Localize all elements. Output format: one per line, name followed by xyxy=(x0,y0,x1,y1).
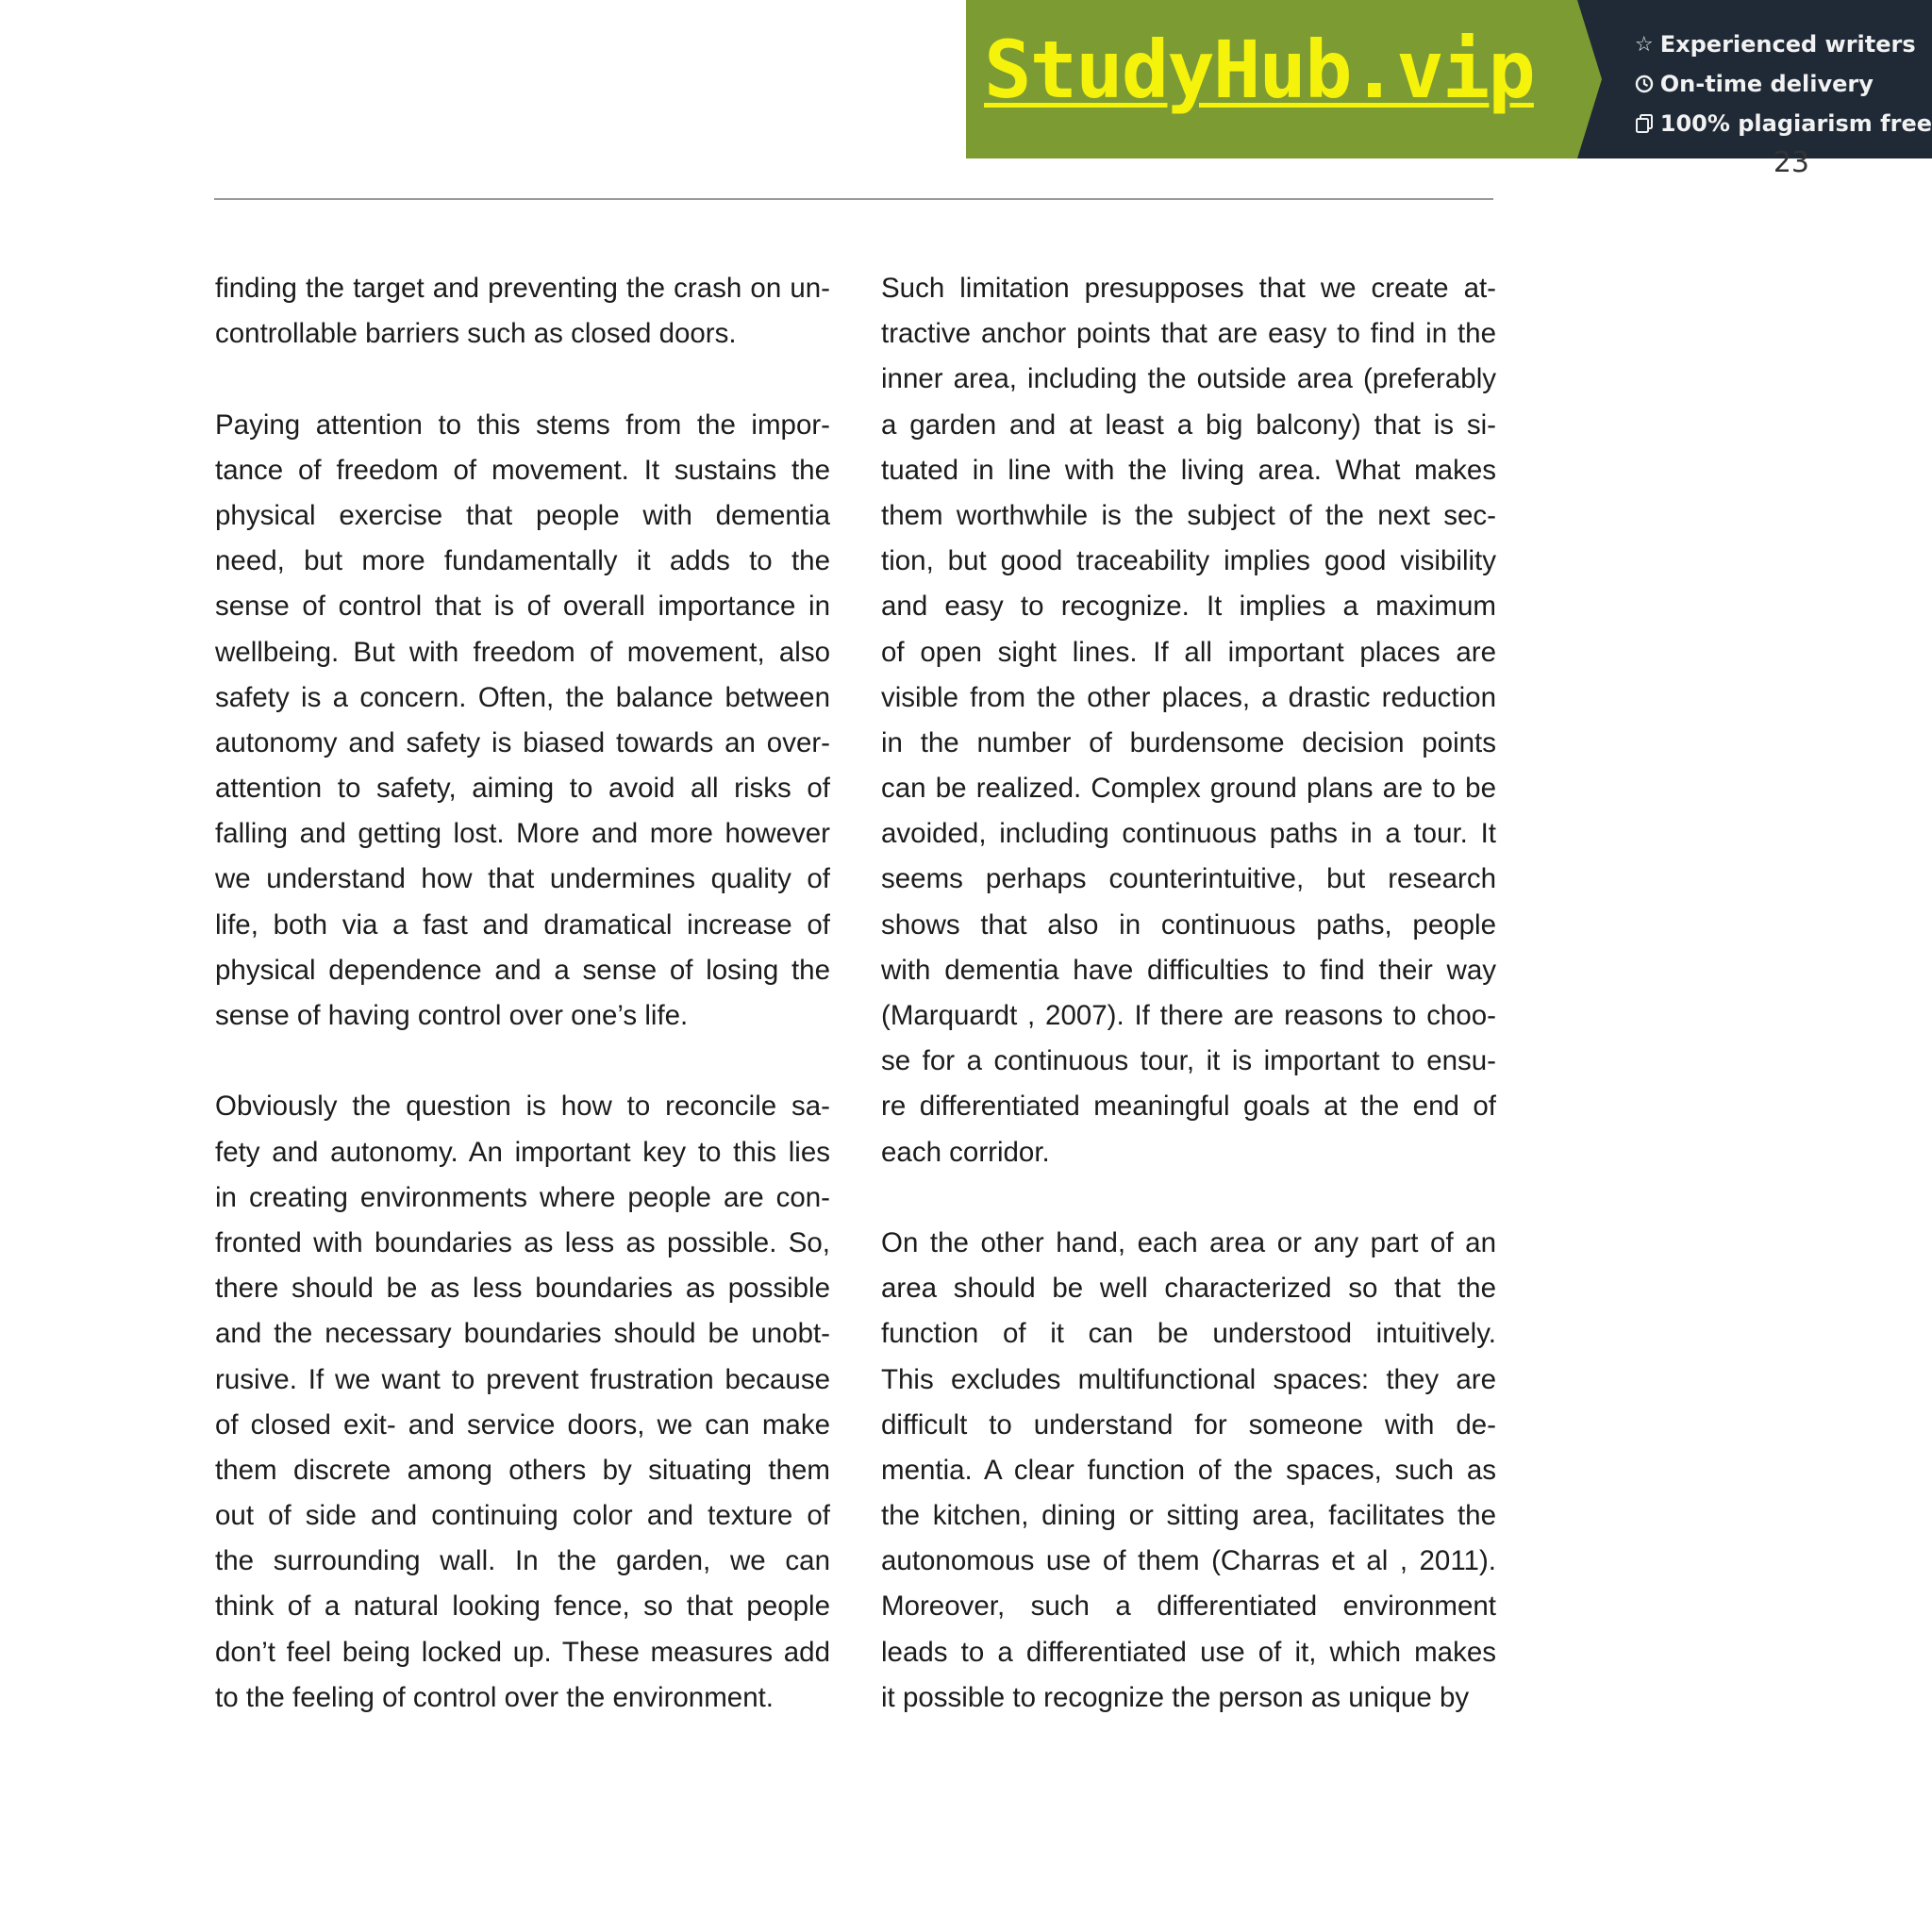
star-icon: ☆ xyxy=(1634,32,1654,57)
text-line: re differentiated meaningful goals at the end of xyxy=(881,1091,1496,1123)
feature-on-time-delivery xyxy=(1632,64,1932,104)
promo-banner[interactable] xyxy=(966,0,1932,158)
text-line: them worthwhile is the subject of the next sec- xyxy=(881,499,1496,531)
text-line: need, but more fundamentally it adds to the xyxy=(215,545,830,577)
text-line: with dementia have difficulties to find their way xyxy=(881,954,1496,986)
text-line: autonomy and safety is biased towards an over- xyxy=(215,726,830,758)
paragraph xyxy=(215,266,830,357)
paragraph xyxy=(881,266,1496,1175)
banner-arrow-decoration xyxy=(1577,0,1602,158)
text-line: shows that also in continuous paths, people xyxy=(881,908,1496,941)
text-line: out of side and continuing color and texture of xyxy=(215,1500,830,1532)
feature-label: Experienced writers xyxy=(1659,31,1916,58)
text-line: physical exercise that people with dementia xyxy=(215,499,830,531)
text-line: Such limitation presupposes that we create at- xyxy=(881,273,1496,304)
feature-label: 100% plagiarism free xyxy=(1659,110,1932,137)
text-line: sense of control that is of overall importance in xyxy=(215,591,830,623)
text-line: seems perhaps counterintuitive, but research xyxy=(881,863,1496,895)
text-line: area should be well characterized so that the xyxy=(881,1273,1496,1305)
text-line: tuated in line with the living area. What makes xyxy=(881,454,1496,486)
text-line: attention to safety, aiming to avoid all risks of xyxy=(215,773,830,805)
text-line: fronted with boundaries as less as possible. So, xyxy=(215,1226,830,1258)
text-line: This excludes multifunctional spaces: they are xyxy=(881,1363,1496,1395)
text-line: falling and getting lost. More and more however xyxy=(215,818,830,850)
text-line: finding the target and preventing the crash on un- xyxy=(215,273,830,304)
text-line: autonomous use of them (Charras et al , 2011). xyxy=(881,1545,1496,1577)
text-line: each corridor. xyxy=(881,1136,1050,1168)
text-line: tion, but good traceability implies good visibility xyxy=(881,545,1496,577)
text-line: safety is a concern. Often, the balance between xyxy=(215,681,830,713)
text-line: inner area, including the outside area (preferably xyxy=(881,363,1496,395)
text-line: avoided, including continuous paths in a tour. It xyxy=(881,818,1496,850)
text-line: tractive anchor points that are easy to find in the xyxy=(881,318,1496,350)
text-line: leads to a differentiated use of it, which makes xyxy=(881,1636,1496,1668)
feature-experienced-writers xyxy=(1632,25,1932,64)
text-line: se for a continuous tour, it is important to ensu- xyxy=(881,1045,1496,1077)
text-line: can be realized. Complex ground plans are to be xyxy=(881,773,1496,805)
page-number: 23 xyxy=(1773,146,1809,179)
text-line: think of a natural looking fence, so that people xyxy=(215,1591,830,1623)
text-line: and the necessary boundaries should be unobt- xyxy=(215,1318,830,1350)
paragraph xyxy=(881,1221,1496,1721)
text-line: physical dependence and a sense of losing the xyxy=(215,954,830,986)
text-line: function of it can be understood intuitively. xyxy=(881,1318,1496,1350)
text-line: in creating environments where people are con- xyxy=(215,1181,830,1213)
text-line: it possible to recognize the person as unique by xyxy=(881,1681,1470,1713)
left-text-column xyxy=(215,266,830,1766)
header-rule xyxy=(214,198,1493,200)
text-line: a garden and at least a big balcony) that is si- xyxy=(881,408,1496,441)
right-text-column xyxy=(881,266,1496,1766)
text-line: Moreover, such a differentiated environment xyxy=(881,1591,1496,1623)
text-line: rusive. If we want to prevent frustration because xyxy=(215,1363,830,1395)
paragraph xyxy=(215,1084,830,1721)
text-line: tance of freedom of movement. It sustains the xyxy=(215,454,830,486)
text-line: difficult to understand for someone with de- xyxy=(881,1408,1496,1441)
text-line: visible from the other places, a drastic reduction xyxy=(881,681,1496,713)
text-line: and easy to recognize. It implies a maximum xyxy=(881,591,1496,623)
text-line: sense of having control over one’s life. xyxy=(215,1000,689,1031)
brand-logo[interactable]: StudyHub.vip xyxy=(984,24,1534,116)
text-line: (Marquardt , 2007). If there are reasons to choo- xyxy=(881,1000,1496,1031)
text-line: we understand how that undermines quality of xyxy=(215,863,830,895)
text-line: the surrounding wall. In the garden, we can xyxy=(215,1545,830,1577)
clock-icon xyxy=(1632,75,1657,93)
text-line: of open sight lines. If all important places are xyxy=(881,636,1496,668)
copy-icon xyxy=(1632,113,1657,134)
text-line: controllable barriers such as closed doors. xyxy=(215,318,737,350)
text-line: wellbeing. But with freedom of movement, also xyxy=(215,636,830,668)
feature-label: On-time delivery xyxy=(1659,71,1874,97)
text-line: On the other hand, each area or any part of an xyxy=(881,1226,1496,1258)
text-line: in the number of burdensome decision points xyxy=(881,726,1496,758)
text-line: don’t feel being locked up. These measures add xyxy=(215,1636,830,1668)
text-line: fety and autonomy. An important key to this lies xyxy=(215,1136,830,1168)
text-line: Paying attention to this stems from the impor- xyxy=(215,408,830,441)
feature-plagiarism-free xyxy=(1632,104,1932,143)
text-line: them discrete among others by situating them xyxy=(215,1454,830,1486)
text-line: of closed exit- and service doors, we can make xyxy=(215,1408,830,1441)
text-line: life, both via a fast and dramatical increase of xyxy=(215,908,830,941)
text-line: Obviously the question is how to reconcile sa- xyxy=(215,1091,830,1123)
text-line: the kitchen, dining or sitting area, facilitates the xyxy=(881,1500,1496,1532)
features-panel xyxy=(1577,0,1932,158)
text-line: mentia. A clear function of the spaces, such as xyxy=(881,1454,1496,1486)
text-line: there should be as less boundaries as possible xyxy=(215,1273,830,1305)
paragraph xyxy=(215,403,830,1040)
brand-panel[interactable] xyxy=(966,0,1577,158)
text-line: to the feeling of control over the environment. xyxy=(215,1681,774,1713)
